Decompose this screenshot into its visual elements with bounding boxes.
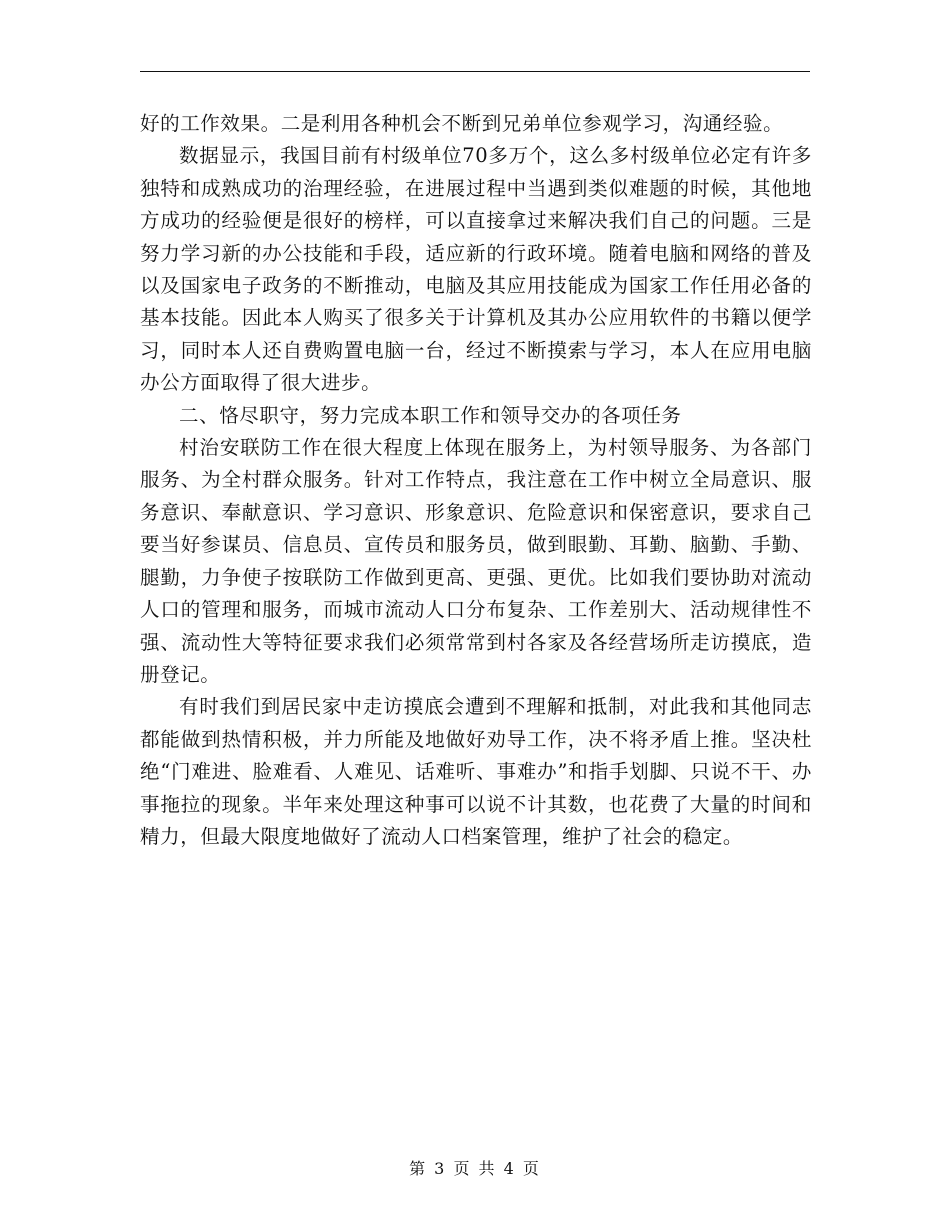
paragraph-visits: 有时我们到居民家中走访摸底会遭到不理解和抵制，对此我和其他同志都能做到热情积极，并力所能及地做好劝导工作，决不将矛盾上推。坚决杜绝“门难进、脸难看、人难见、话难听、事难办”和指手划脚、只说不干、办事拖拉的现象。半年来处理这种事可以说不计其数，也花费了大量的时间和精力，但最大限度地做好了流动人口档案管理，维护了社会的稳定。 <box>140 695 812 848</box>
paragraph-statistics: 数据显示，我国目前有村级单位70多万个，这么多村级单位必定有许多独特和成熟成功的治理经验，在进展过程中当遇到类似难题的时候，其他地方成功的经验便是很好的榜样，可以直接拿过来解决我们自己的问题。三是努力学习新的办公技能和手段，适应新的行政环境。随着电脑和网络的普及以及国家电子政务的不断推动，电脑及其应用技能成为国家工作任用必备的基本技能。因此本人购买了很多关于计算机及其办公应用软件的书籍以便学习，同时本人还自费购置电脑一台，经过不断摸索与学习，本人在应用电脑办公方面取得了很大进步。 <box>140 144 812 395</box>
section-heading: 二、恪尽职守，努力完成本职工作和领导交办的各项任务 <box>179 403 682 427</box>
header-rule <box>140 71 810 72</box>
page-number-footer: 第 3 页 共 4 页 <box>409 1159 541 1178</box>
paragraph-duties: 村治安联防工作在很大程度上体现在服务上，为村领导服务、为各部门服务、为全村群众服务。针对工作特点，我注意在工作中树立全局意识、服务意识、奉献意识、学习意识、形象意识、危险意识和保密意识，要求自己要当好参谋员、信息员、宣传员和服务员，做到眼勤、耳勤、脑勤、手勤、腿勤，力争使子按联防工作做到更高、更强、更优。比如我们要协助对流动人口的管理和服务，而城市流动人口分布复杂、工作差别大、活动规律性不强、流动性大等特征要求我们必须常常到村各家及各经营场所走访摸底，造册登记。 <box>140 436 812 686</box>
paragraph-continuation: 好的工作效果。二是利用各种机会不断到兄弟单位参观学习，沟通经验。 <box>140 112 784 135</box>
document-body <box>140 108 812 853</box>
